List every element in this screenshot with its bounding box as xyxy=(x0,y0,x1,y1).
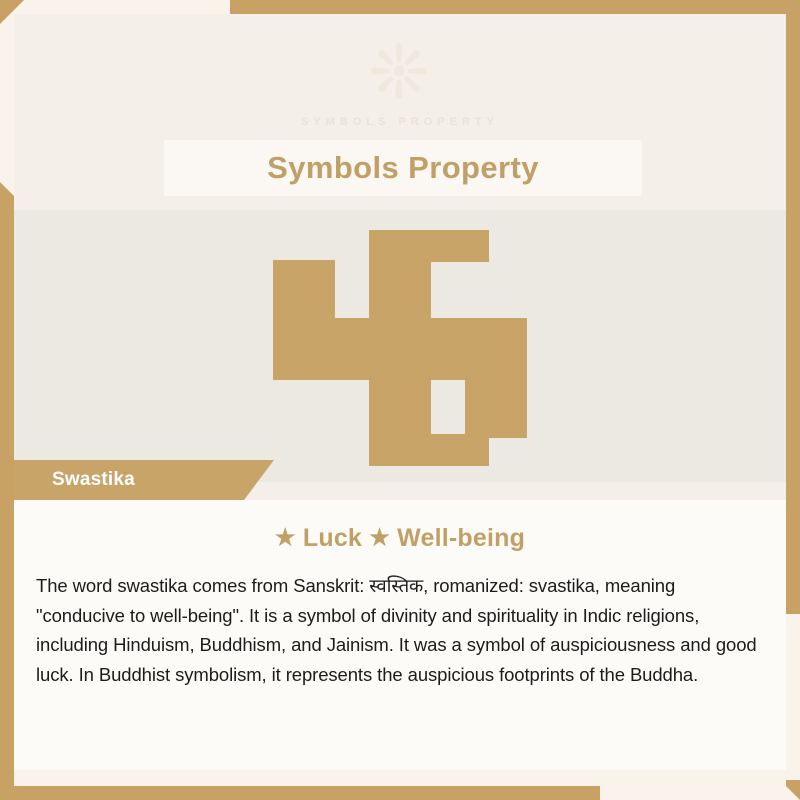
symbol-name-ribbon xyxy=(14,460,244,500)
keywords-line xyxy=(36,524,764,553)
star-icon-left: ★ xyxy=(274,524,296,550)
frame-band-left xyxy=(0,196,14,796)
crest-watermark xyxy=(14,31,786,128)
description-text: The word swastika comes from Sanskrit: स्वस्तिक, romanized: svastika, meaning "conducive to well-being". It is a symbol of divinity and spirituality in Indic religions, including Hinduism, Buddhism, and Jainism. It was a symbol of auspiciousness and good luck. In Buddhist symbolism, it represents the auspicious footprints of the Buddha. xyxy=(36,575,757,685)
page-title: Symbols Property xyxy=(267,150,539,185)
keyword-well-being: Well-being xyxy=(397,524,526,552)
swastika-stroke-horizontal xyxy=(273,318,527,380)
frame-band-bottom xyxy=(0,786,600,800)
swastika-arm-bottom-left xyxy=(369,434,489,466)
ornamental-crest-watermark-icon: ❊ xyxy=(367,31,432,114)
symbol-name-ribbon-tail xyxy=(244,460,274,500)
swastika-symbol-icon xyxy=(273,230,527,466)
symbol-stage xyxy=(14,210,786,482)
frame-band-right xyxy=(786,14,800,614)
poster-card xyxy=(14,14,786,786)
description-panel xyxy=(14,500,786,786)
swastika-arm-bottom-right xyxy=(465,376,527,438)
frame-band-top xyxy=(230,0,800,14)
swastika-arm-top-right xyxy=(369,230,489,262)
symbol-name-label: Swastika xyxy=(52,469,135,490)
swastika-arm-top-left xyxy=(273,260,335,322)
title-plaque xyxy=(164,140,642,196)
keyword-luck: Luck xyxy=(302,524,363,552)
card-bottom-strip xyxy=(14,770,786,786)
crest-subtitle: SYMBOLS PROPERTY xyxy=(301,116,499,128)
star-icon-middle: ★ xyxy=(369,524,391,550)
